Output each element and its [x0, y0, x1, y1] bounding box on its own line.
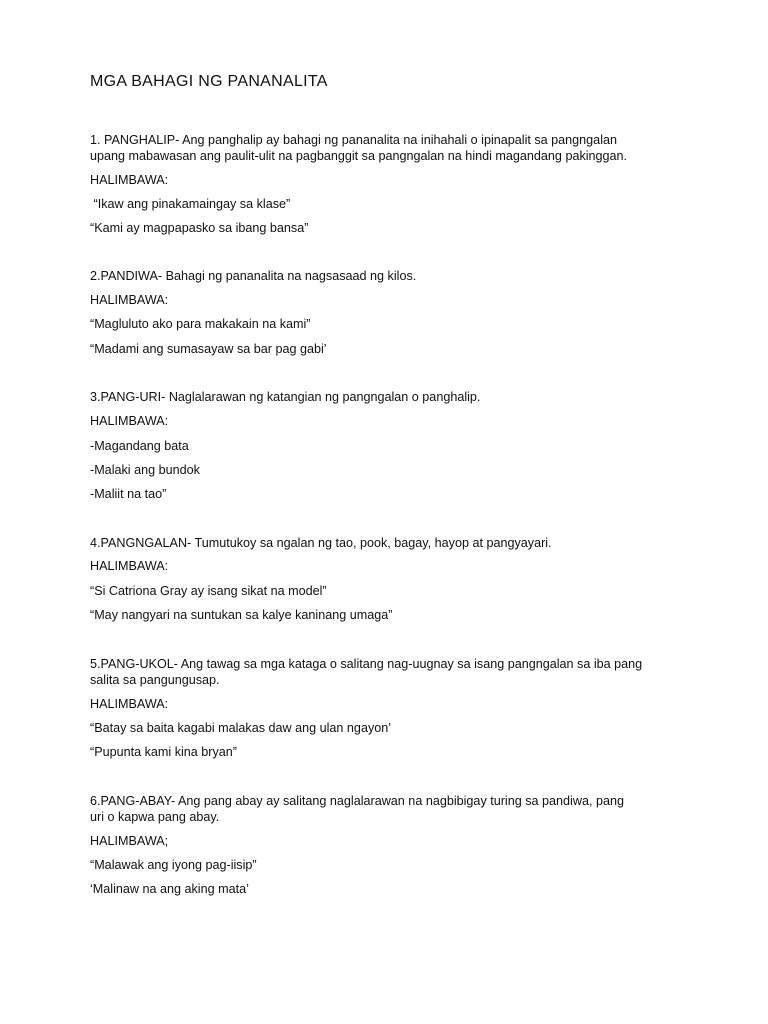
section-3-definition-line-1: 3.PANG-URI- Naglalarawan ng katangian ng pangngalan o panghalip. [90, 390, 481, 404]
section-4-example-label: HALIMBAWA: [90, 559, 169, 573]
section-1-definition-line-1: 1. PANGHALIP- Ang panghalip ay bahagi ng pananalita na inihahali o ipinapalit sa pangngalan [90, 133, 617, 147]
section-5-example-2: “Pupunta kami kina bryan” [90, 745, 237, 759]
section-6-example-1: “Malawak ang iyong pag-iisip” [90, 858, 257, 872]
section-6-definition-line-2: uri o kapwa pang abay. [90, 810, 220, 824]
section-1-example-1: “Ikaw ang pinakamaingay sa klase” [90, 197, 291, 211]
section-1-definition-line-2: upang mabawasan ang paulit-ulit na pagbanggit sa pangngalan na hindi magandang pakinggan. [90, 149, 628, 163]
section-4-example-1: “Si Catriona Gray ay isang sikat na model” [90, 584, 327, 598]
section-3-example-label: HALIMBAWA: [90, 414, 169, 428]
section-4-definition-line-1: 4.PANGNGALAN- Tumutukoy sa ngalan ng tao, pook, bagay, hayop at pangyayari. [90, 536, 552, 550]
document-title: MGA BAHAGI NG PANANALITA [90, 73, 328, 90]
section-5-example-1: “Batay sa baita kagabi malakas daw ang ulan ngayon’ [90, 721, 392, 735]
section-6-example-2: ‘Malinaw na ang aking mata’ [90, 882, 249, 896]
section-1-example-label: HALIMBAWA: [90, 173, 169, 187]
section-6-example-label: HALIMBAWA; [90, 834, 169, 848]
section-3-example-2: -Malaki ang bundok [90, 463, 200, 477]
section-6-definition-line-1: 6.PANG-ABAY- Ang pang abay ay salitang naglalarawan na nagbibigay turing sa pandiwa, pang [90, 794, 624, 808]
section-2-example-2: “Madami ang sumasayaw sa bar pag gabi’ [90, 342, 327, 356]
section-3-example-3: -Maliit na tao” [90, 487, 167, 501]
section-5-definition-line-1: 5.PANG-UKOL- Ang tawag sa mga kataga o salitang nag-uugnay sa isang pangngalan sa iba pang [90, 657, 643, 671]
section-2-definition-line-1: 2.PANDIWA- Bahagi ng pananalita na nagsasaad ng kilos. [90, 269, 417, 283]
section-2-example-1: “Magluluto ako para makakain na kami” [90, 317, 311, 331]
section-5-example-label: HALIMBAWA: [90, 697, 169, 711]
section-1-example-2: “Kami ay magpapasko sa ibang bansa” [90, 221, 309, 235]
section-4-example-2: “May nangyari na suntukan sa kalye kaninang umaga” [90, 608, 393, 622]
section-5-definition-line-2: salita sa pangungusap. [90, 673, 220, 687]
section-3-example-1: -Magandang bata [90, 439, 189, 453]
section-2-example-label: HALIMBAWA: [90, 293, 169, 307]
